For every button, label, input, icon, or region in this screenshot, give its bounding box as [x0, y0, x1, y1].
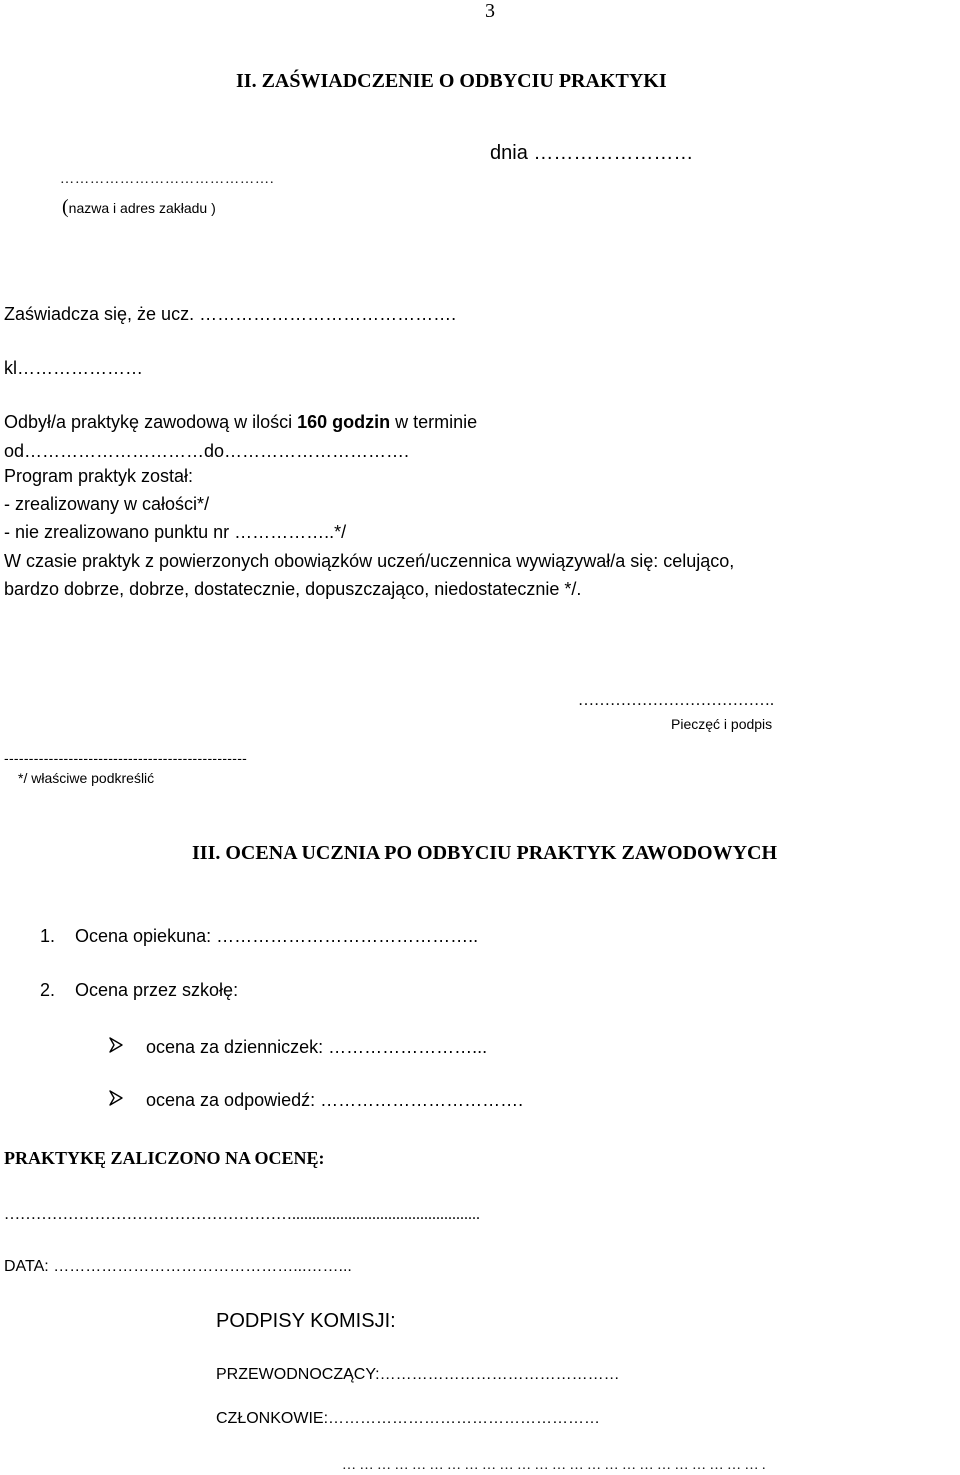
bullet-answer — [108, 1090, 523, 1111]
item-1-text: Ocena opiekuna: …………………………………….. — [75, 926, 479, 946]
footnote-rule: ------------------------------------------------- — [4, 750, 248, 766]
item-1 — [40, 926, 478, 947]
class-line: kl………………… — [4, 358, 143, 378]
dates-line: od…………………………do…………………………. — [4, 441, 410, 461]
section-3-title: III. OCENA UCZNIA PO ODBYCIU PRAKTYK ZAWODOWYCH — [192, 842, 778, 864]
bullet-diary-text: ocena za dzienniczek: ……………………... — [146, 1037, 488, 1057]
company-caption-text: nazwa i adres zakładu ) — [68, 200, 216, 216]
arrow-bullet-icon — [108, 1037, 124, 1058]
company-caption — [62, 196, 216, 219]
members-dots: … … … … … … … … … … … … … … … … … … … … … … … … . — [342, 1458, 766, 1473]
stamp-caption: Pieczęć i podpis — [671, 716, 773, 732]
members-line: CZŁONKOWIE:…………………………………………… — [216, 1410, 601, 1427]
passed-dots: ………………………………………………............................................... — [4, 1206, 480, 1223]
hours-line — [4, 412, 477, 433]
company-caption-paren: ( — [62, 196, 69, 218]
bullet-answer-text: ocena za odpowiedź: ……………………………. — [146, 1090, 524, 1110]
page-number: 3 — [485, 0, 495, 22]
signatures-title: PODPISY KOMISJI: — [216, 1310, 396, 1332]
date-field: DATA: ………………………………………...……... — [4, 1258, 352, 1275]
date-line: dnia …………………… — [490, 142, 694, 164]
hours-prefix: Odbył/a praktykę zawodową w ilości — [4, 412, 298, 432]
duties-line-2: bardzo dobrze, dobrze, dostatecznie, dopuszczająco, niedostatecznie */. — [4, 579, 582, 599]
bullet-diary — [108, 1037, 487, 1058]
realized-not: - nie zrealizowano punktu nr ……………..*/ — [4, 522, 347, 542]
item-2-number: 2. — [40, 980, 56, 1000]
program-line: Program praktyk został: — [4, 466, 194, 486]
passed-label: PRAKTYKĘ ZALICZONO NA OCENĘ: — [4, 1148, 325, 1168]
company-dots: ……………………………………. — [60, 172, 275, 187]
hours-bold: 160 godzin — [297, 412, 391, 432]
item-2-text: Ocena przez szkołę: — [75, 980, 239, 1000]
item-2 — [40, 980, 238, 1001]
chair-line: PRZEWODNOCZĄCY:……………………………………… — [216, 1366, 620, 1383]
realized-full: - zrealizowany w całości*/ — [4, 494, 210, 514]
footnote: */ właściwe podkreślić — [18, 770, 155, 786]
section-2-title: II. ZAŚWIADCZENIE O ODBYCIU PRAKTYKI — [236, 70, 667, 92]
arrow-bullet-icon — [108, 1090, 124, 1111]
hours-suffix: w terminie — [390, 412, 478, 432]
item-1-number: 1. — [40, 926, 56, 946]
certifies-line: Zaświadcza się, że ucz. ……………………………………. — [4, 304, 457, 324]
duties-line-1: W czasie praktyk z powierzonych obowiązków uczeń/uczennica wywiązywał/a się: celująco, — [4, 551, 735, 571]
stamp-dots: ………………………………. — [578, 692, 774, 709]
